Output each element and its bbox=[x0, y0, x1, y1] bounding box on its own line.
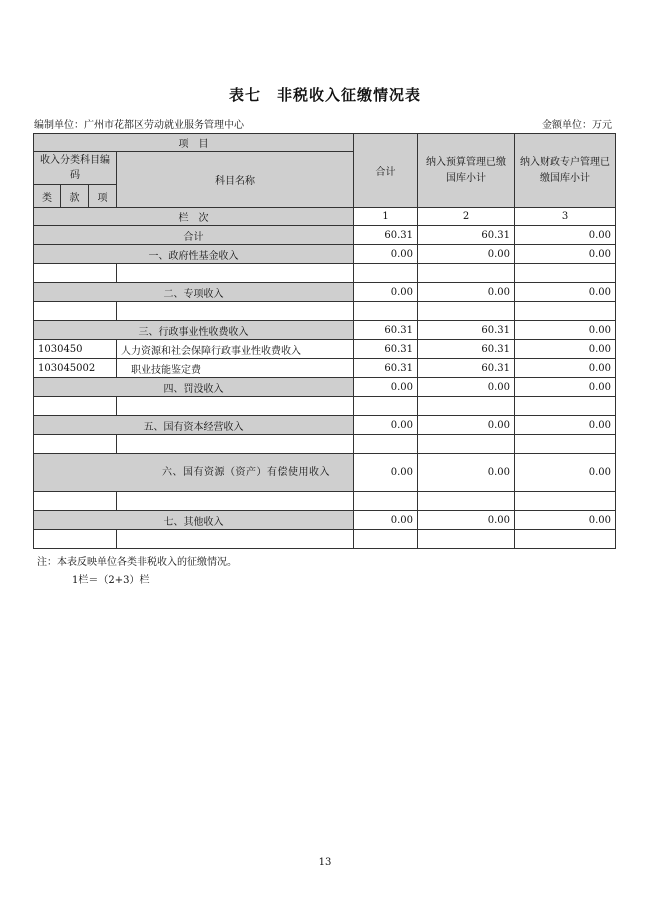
empty-cell bbox=[354, 530, 418, 549]
empty-cell bbox=[354, 397, 418, 416]
empty-cell bbox=[117, 435, 354, 454]
cell-value: 0.00 bbox=[354, 416, 418, 435]
empty-cell bbox=[515, 302, 616, 321]
table-row-section bbox=[34, 378, 616, 397]
table-row-empty bbox=[34, 397, 616, 416]
empty-cell bbox=[34, 492, 117, 511]
empty-cell bbox=[117, 302, 354, 321]
empty-cell bbox=[34, 302, 117, 321]
header-lei: 类 bbox=[34, 185, 61, 208]
empty-cell bbox=[418, 264, 515, 283]
compiling-unit: 编制单位：广州市花都区劳动就业服务管理中心 bbox=[34, 120, 244, 131]
row-code: 1030450 bbox=[34, 340, 117, 359]
empty-cell bbox=[354, 492, 418, 511]
col-index-3: 3 bbox=[515, 208, 616, 226]
table-row-section bbox=[34, 416, 616, 435]
cell-value: 0.00 bbox=[354, 511, 418, 530]
table-row-section bbox=[34, 454, 616, 492]
row-name: 一、政府性基金收入 bbox=[34, 245, 354, 264]
row-name: 人力资源和社会保障行政事业性收费收入 bbox=[117, 340, 354, 359]
cell-value: 60.31 bbox=[418, 340, 515, 359]
table-row-section bbox=[34, 283, 616, 302]
table-note: 注：本表反映单位各类非税收入的征缴情况。 bbox=[37, 557, 237, 568]
row-name: 五、国有资本经营收入 bbox=[34, 416, 354, 435]
table-row-empty bbox=[34, 264, 616, 283]
row-name: 职业技能鉴定费 bbox=[117, 359, 354, 378]
amount-unit: 金额单位：万元 bbox=[542, 120, 612, 131]
table-row-section bbox=[34, 511, 616, 530]
row-name: 二、专项收入 bbox=[34, 283, 354, 302]
empty-cell bbox=[515, 492, 616, 511]
cell-value: 0.00 bbox=[515, 511, 616, 530]
empty-cell bbox=[117, 264, 354, 283]
table-row-empty bbox=[34, 530, 616, 549]
cell-value: 60.31 bbox=[418, 321, 515, 340]
empty-cell bbox=[34, 397, 117, 416]
cell-value: 0.00 bbox=[418, 454, 515, 492]
table-row-section bbox=[34, 245, 616, 264]
table-row-empty bbox=[34, 435, 616, 454]
table-row-detail bbox=[34, 359, 616, 378]
cell-value: 0.00 bbox=[515, 283, 616, 302]
non-tax-revenue-table bbox=[33, 133, 616, 549]
header-name: 科目名称 bbox=[117, 152, 354, 208]
cell-value: 0.00 bbox=[515, 340, 616, 359]
cell-value: 0.00 bbox=[418, 245, 515, 264]
cell-value: 0.00 bbox=[515, 454, 616, 492]
row-name: 六、国有资源（资产）有偿使用收入 bbox=[34, 454, 354, 492]
row-name: 三、行政事业性收费收入 bbox=[34, 321, 354, 340]
empty-cell bbox=[354, 264, 418, 283]
empty-cell bbox=[117, 397, 354, 416]
empty-cell bbox=[418, 435, 515, 454]
empty-cell bbox=[34, 435, 117, 454]
cell-value: 0.00 bbox=[418, 511, 515, 530]
col-index-2: 2 bbox=[418, 208, 515, 226]
empty-cell bbox=[418, 397, 515, 416]
cell-value: 0.00 bbox=[515, 226, 616, 245]
empty-cell bbox=[34, 264, 117, 283]
cell-value: 0.00 bbox=[515, 416, 616, 435]
cell-value: 60.31 bbox=[354, 226, 418, 245]
cell-value: 60.31 bbox=[418, 359, 515, 378]
table-row-empty bbox=[34, 492, 616, 511]
empty-cell bbox=[34, 530, 117, 549]
cell-value: 60.31 bbox=[418, 226, 515, 245]
empty-cell bbox=[354, 302, 418, 321]
cell-value: 60.31 bbox=[354, 321, 418, 340]
cell-value: 0.00 bbox=[418, 416, 515, 435]
header-total: 合计 bbox=[354, 134, 418, 208]
empty-cell bbox=[515, 530, 616, 549]
page-number: 13 bbox=[318, 857, 332, 868]
cell-value: 0.00 bbox=[354, 454, 418, 492]
table-row-total bbox=[34, 226, 616, 245]
header-kuan: 款 bbox=[61, 185, 89, 208]
empty-cell bbox=[515, 264, 616, 283]
table-row-detail bbox=[34, 340, 616, 359]
header-special: 纳入财政专户管理已缴国库小计 bbox=[515, 134, 616, 208]
empty-cell bbox=[117, 492, 354, 511]
table-note-formula: 1栏＝（2+3）栏 bbox=[72, 575, 150, 586]
row-name: 七、其他收入 bbox=[34, 511, 354, 530]
cell-value: 0.00 bbox=[418, 283, 515, 302]
header-xiang: 项 bbox=[89, 185, 117, 208]
empty-cell bbox=[354, 435, 418, 454]
header-code-group: 收入分类科目编码 bbox=[34, 152, 117, 185]
empty-cell bbox=[418, 302, 515, 321]
header-row-1 bbox=[34, 134, 616, 152]
cell-value: 0.00 bbox=[418, 378, 515, 397]
row-name: 四、罚没收入 bbox=[34, 378, 354, 397]
table-row-section bbox=[34, 321, 616, 340]
cell-value: 0.00 bbox=[515, 321, 616, 340]
cell-value: 0.00 bbox=[354, 378, 418, 397]
empty-cell bbox=[515, 397, 616, 416]
table-row-empty bbox=[34, 302, 616, 321]
cell-value: 0.00 bbox=[354, 283, 418, 302]
empty-cell bbox=[418, 530, 515, 549]
cell-value: 60.31 bbox=[354, 340, 418, 359]
row-code: 103045002 bbox=[34, 359, 117, 378]
header-budget: 纳入预算管理已缴国库小计 bbox=[418, 134, 515, 208]
col-label: 栏 次 bbox=[34, 208, 354, 226]
row-name: 合计 bbox=[34, 226, 354, 245]
col-index-1: 1 bbox=[354, 208, 418, 226]
cell-value: 0.00 bbox=[515, 359, 616, 378]
empty-cell bbox=[515, 435, 616, 454]
column-index-row bbox=[34, 208, 616, 226]
cell-value: 60.31 bbox=[354, 359, 418, 378]
page-title: 表七 非税收入征缴情况表 bbox=[228, 86, 421, 104]
cell-value: 0.00 bbox=[515, 378, 616, 397]
cell-value: 0.00 bbox=[515, 245, 616, 264]
empty-cell bbox=[117, 530, 354, 549]
header-project: 项 目 bbox=[34, 134, 354, 152]
cell-value: 0.00 bbox=[354, 245, 418, 264]
empty-cell bbox=[418, 492, 515, 511]
